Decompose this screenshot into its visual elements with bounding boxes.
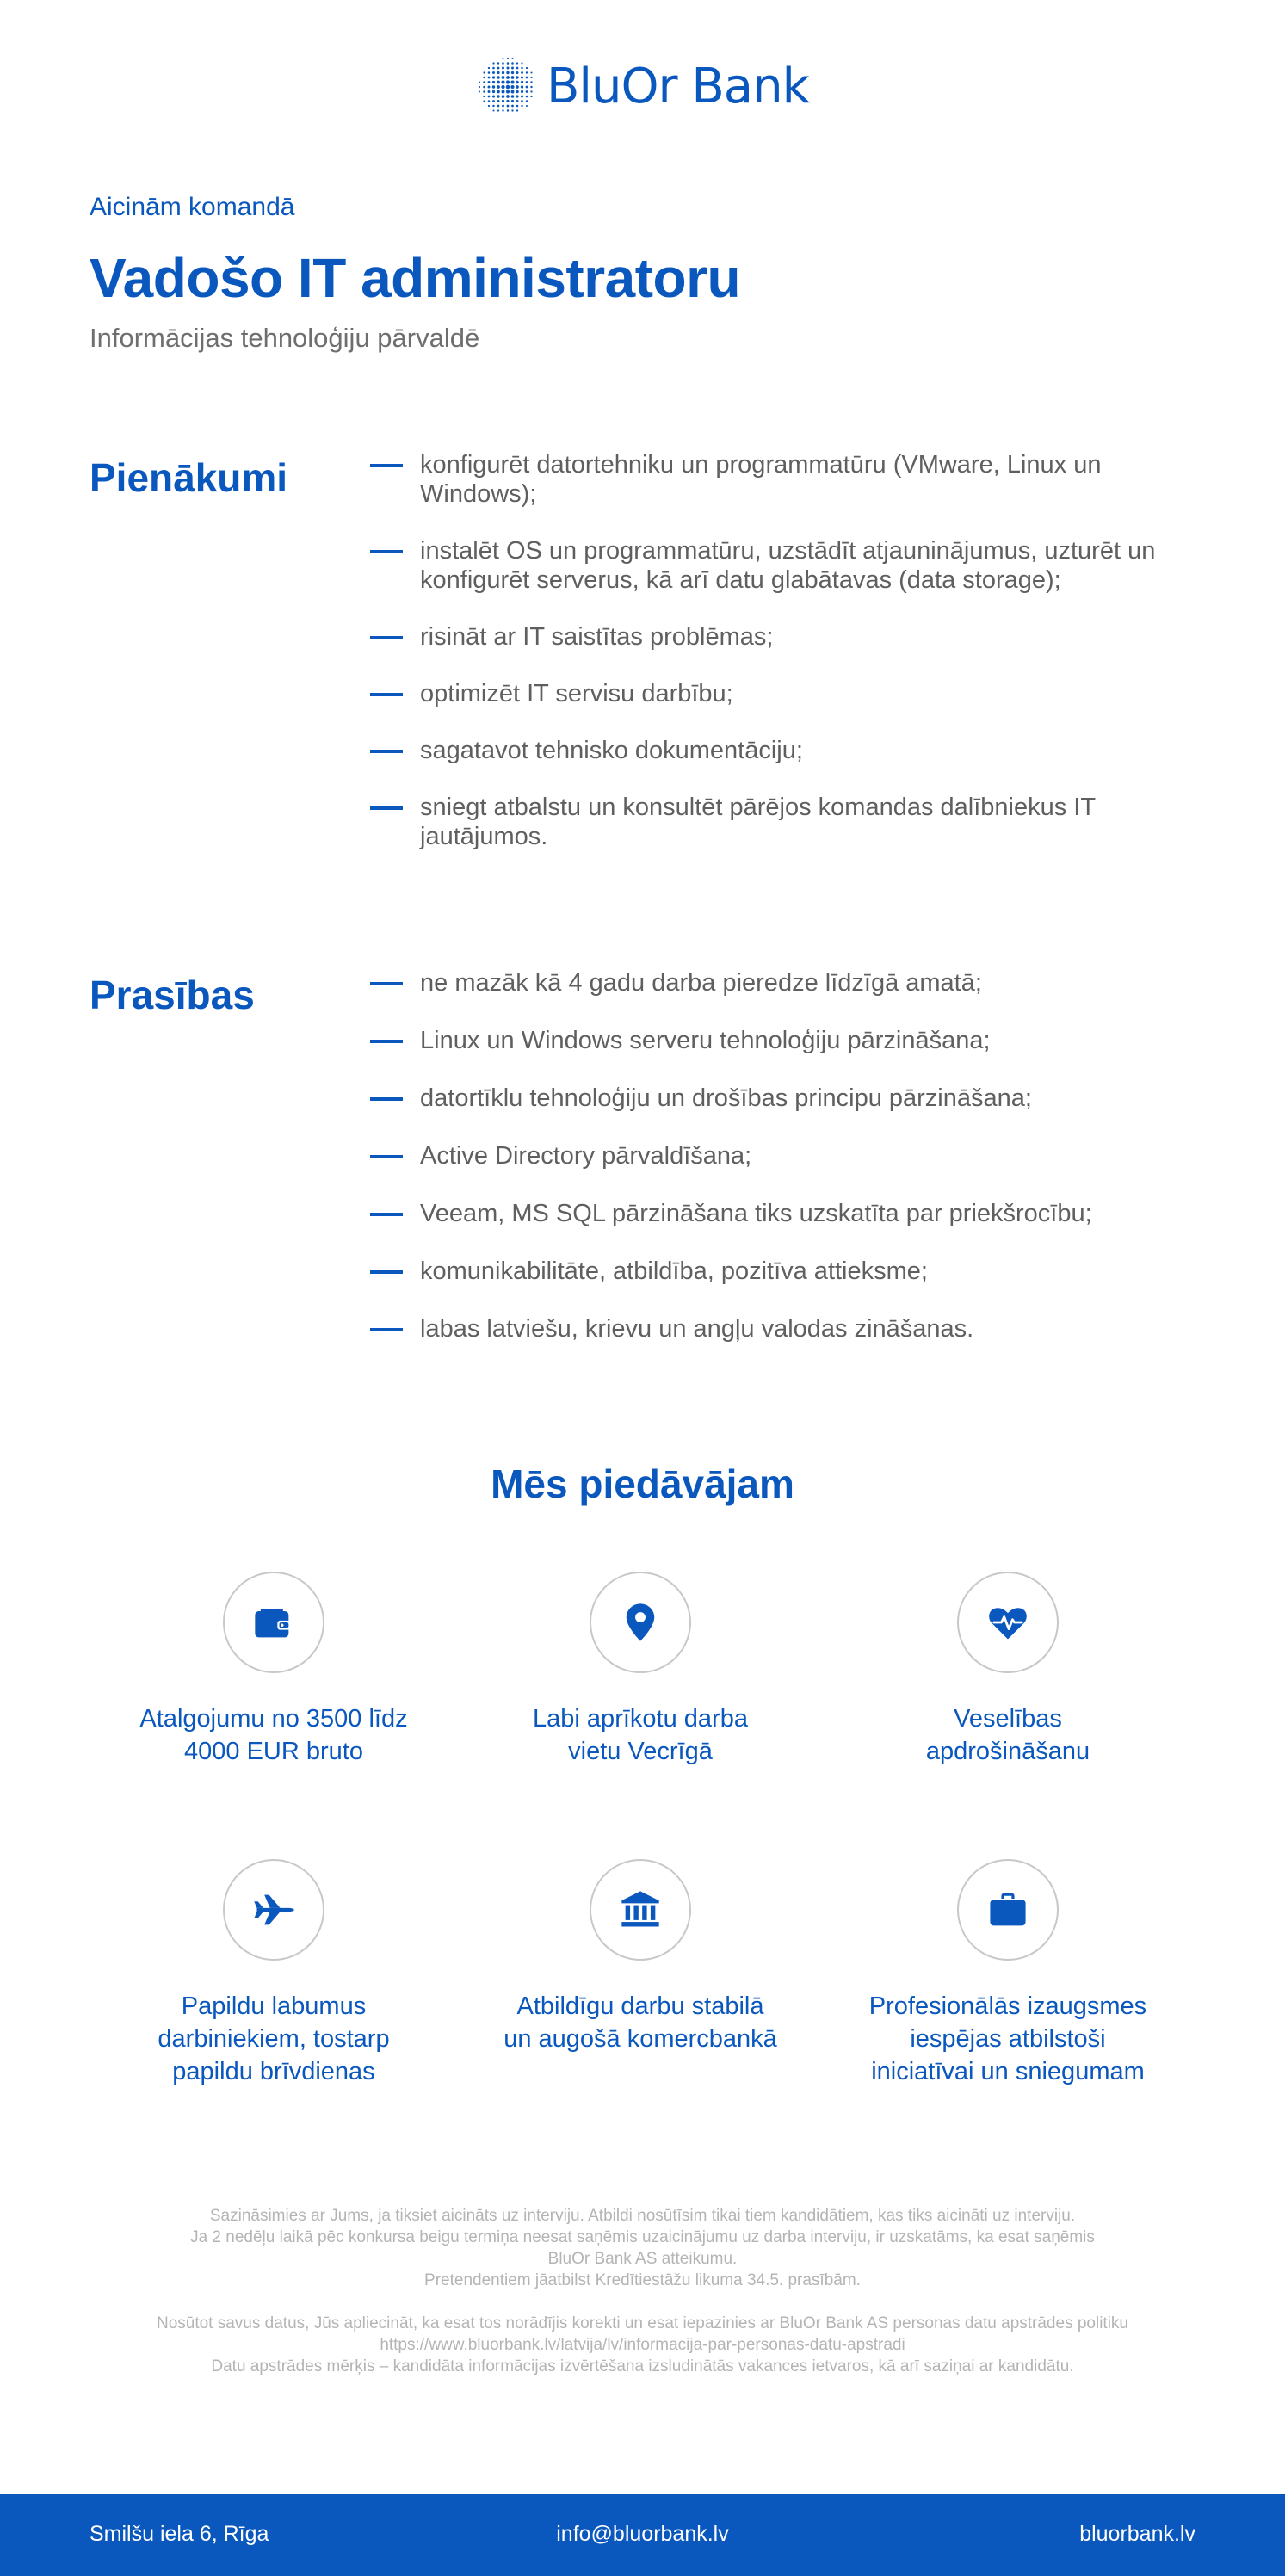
dash-bullet: [370, 750, 403, 753]
list-item: labas latviešu, krievu un angļu valodas zināšanas.: [370, 1314, 1171, 1344]
list-item: ne mazāk kā 4 gadu darba pieredze līdzīgā amatā;: [370, 968, 1171, 998]
bank-logo: [0, 47, 1285, 125]
list-item: Veeam, MS SQL pārzināšana tiks uzskatīta par priekšrocību;: [370, 1199, 1171, 1228]
dash-bullet: [370, 550, 403, 553]
invite-text: Aicinām komandā: [90, 193, 295, 221]
offer-growth-text: Profesionālās izaugsmes iespējas atbilstoši iniciatīvai un sniegumam: [868, 1992, 1147, 2085]
offer-bank-text: Atbildīgu darbu stabilā un augošā komercbankā: [503, 1992, 777, 2053]
footer-website-link[interactable]: bluorbank.lv: [1079, 2522, 1195, 2546]
dash-bullet: [370, 982, 403, 985]
dash-bullet: [370, 806, 403, 810]
offer-insurance-text: Veselības apdrošināšanu: [925, 1705, 1090, 1765]
responsibilities-title: Pienākumi: [90, 455, 288, 500]
heart-pulse-icon: [985, 1600, 1030, 1645]
list-item: Linux un Windows serveru tehnoloģiju pārzināšana;: [370, 1026, 1171, 1055]
dash-bullet: [370, 1097, 403, 1101]
briefcase-icon: [985, 1887, 1030, 1932]
dash-bullet: [370, 1328, 403, 1331]
offer-title: Mēs piedāvājam: [491, 1461, 794, 1506]
dash-bullet: [370, 693, 403, 696]
dash-bullet: [370, 1213, 403, 1216]
list-item: optimizēt IT servisu darbību;: [370, 679, 1171, 708]
dotted-globe-icon: [476, 55, 538, 117]
wallet-icon-circle: [223, 1572, 324, 1673]
airplane-icon: [251, 1887, 296, 1932]
list-item: instalēt OS un programmatūru, uzstādīt atjauninājumus, uzturēt un konfigurēt serverus, kā arī datu glabātavas (data storage);: [370, 536, 1171, 595]
wallet-icon: [251, 1600, 296, 1645]
offer-salary-text: Atalgojumu no 3500 līdz 4000 EUR bruto: [139, 1705, 408, 1765]
responsibilities-list: [370, 450, 1171, 879]
location-pin-icon-circle: [590, 1572, 691, 1673]
dash-bullet: [370, 1155, 403, 1158]
briefcase-icon-circle: [957, 1859, 1059, 1961]
requirements-list: [370, 968, 1171, 1372]
dash-bullet: [370, 1040, 403, 1043]
location-pin-icon: [618, 1600, 663, 1645]
list-item: Active Directory pārvaldīšana;: [370, 1141, 1171, 1171]
list-item: komunikabilitāte, atbildība, pozitīva attieksme;: [370, 1257, 1171, 1286]
airplane-icon-circle: [223, 1859, 324, 1961]
footer-address: Smilšu iela 6, Rīga: [90, 2522, 269, 2546]
list-item: datortīklu tehnoloģiju un drošības principu pārzināšana;: [370, 1084, 1171, 1113]
department-text: Informācijas tehnoloģiju pārvaldē: [90, 323, 480, 353]
list-item: risināt ar IT saistītas problēmas;: [370, 622, 1171, 652]
privacy-policy-link[interactable]: https://www.bluorbank.lv/latvija/lv/informacija-par-personas-datu-apstradi: [380, 2336, 905, 2354]
job-title: Vadošo IT administratoru: [90, 247, 741, 309]
dash-bullet: [370, 464, 403, 467]
offer-workplace-text: Labi aprīkotu darba vietu Vecrīgā: [533, 1705, 748, 1765]
bank-name: BluOr Bank: [546, 58, 810, 114]
list-item: sniegt atbalstu un konsultēt pārējos komandas dalībniekus IT jautājumos.: [370, 793, 1171, 851]
footer-email-link[interactable]: info@bluorbank.lv: [556, 2522, 729, 2546]
offer-benefits-text: Papildu labumus darbiniekiem, tostarp papildu brīvdienas: [158, 1992, 390, 2085]
bank-icon-circle: [590, 1859, 691, 1961]
list-item: konfigurēt datortehniku un programmatūru (VMware, Linux un Windows);: [370, 450, 1171, 509]
heart-pulse-icon-circle: [957, 1572, 1059, 1673]
dash-bullet: [370, 1270, 403, 1274]
bank-icon: [618, 1887, 663, 1932]
requirements-title: Prasības: [90, 973, 255, 1017]
list-item: sagatavot tehnisko dokumentāciju;: [370, 736, 1171, 765]
legal-notice: Sazināsimies ar Jums, ja tiksiet aicināts uz interviju. Atbildi nosūtīsim tikai tiem kandidātiem, kas tiks aicināti uz interviju. Ja 2 nedēļu laikā pēc konkursa beigu termiņa neesat saņēmis uzaicinājumu uz darba interviju, ir uzskatāms, ka esat saņēmis BluOr Bank AS atteikumu. Pretendentiem jāatbilst Kredītiestāžu likuma 34.5. prasībām. Nosūtot savus datus, Jūs apliecināt, ka esat tos norādījis korekti un esat iepazinies ar BluOr Bank AS personas datu apstrādes politiku https://www.bluorbank.lv/latvija/lv/informacija-par-personas-datu-apstradi Datu apstrādes mērķis – kandidāta informācijas izvērtēšana izsludinātās vakances ietvaros, kā arī saziņai ar kandidātu.: [77, 2205, 1208, 2377]
dash-bullet: [370, 636, 403, 639]
